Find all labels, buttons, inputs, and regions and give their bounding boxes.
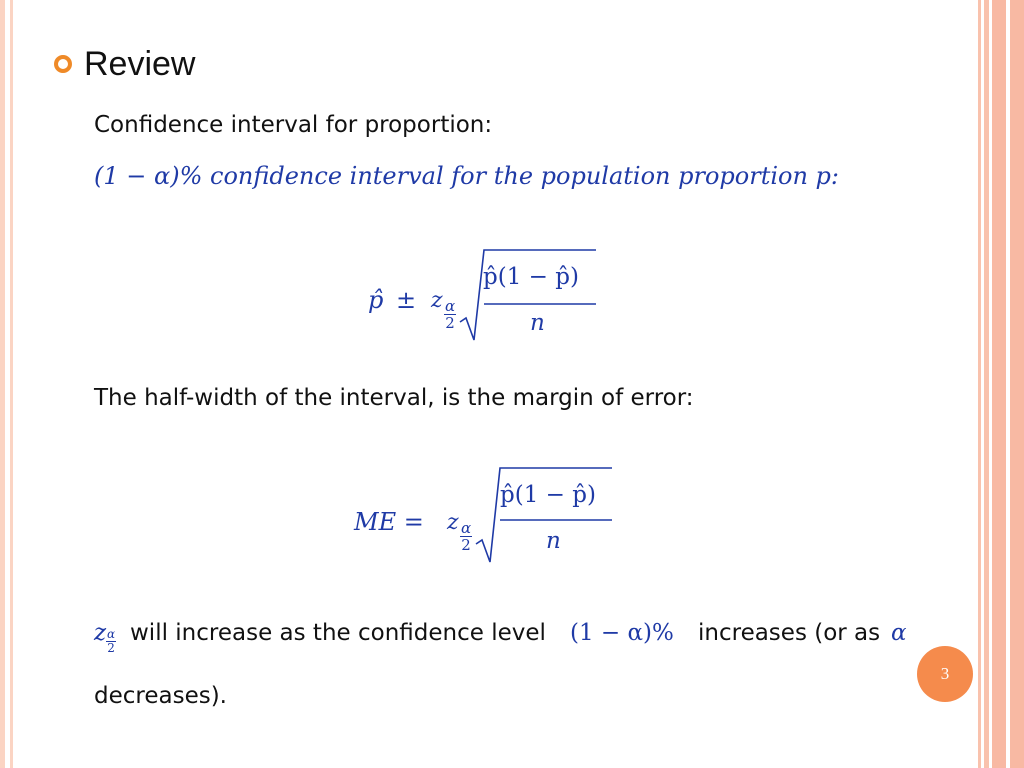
closing-part2: increases (or as	[698, 620, 881, 646]
two-denominator: 2	[461, 536, 471, 554]
slide-title: Review	[84, 44, 196, 83]
two-denominator: 2	[107, 641, 115, 655]
title-row	[54, 44, 195, 84]
right-border-stripe	[984, 0, 989, 768]
denominator: n	[546, 528, 561, 554]
ci-statement-text: (1 − α)% confidence interval for the population proportion p:	[94, 162, 839, 190]
right-border-stripe	[1010, 0, 1024, 768]
left-border-stripe-thin	[10, 0, 13, 768]
alpha-over-two	[444, 298, 456, 331]
page-number-badge: 3	[917, 646, 973, 702]
alpha-over-two	[460, 520, 472, 553]
alpha-symbol: α	[891, 620, 907, 646]
z-symbol: z	[94, 620, 107, 646]
two-denominator: 2	[445, 314, 455, 332]
right-border-stripe	[992, 0, 1006, 768]
me-lhs: ME =	[354, 508, 424, 536]
confidence-level: (1 − α)%	[570, 620, 674, 646]
me-formula	[354, 464, 614, 564]
ci-formula	[368, 244, 608, 344]
z-symbol: z	[431, 288, 443, 313]
halfwidth-text: The half-width of the interval, is the margin of error:	[94, 385, 694, 411]
sqrt-sign	[474, 464, 614, 566]
denominator: n	[530, 310, 545, 336]
closing-line-2: decreases).	[94, 683, 227, 709]
alpha-numerator: α	[107, 627, 116, 641]
right-border-stripe	[978, 0, 981, 768]
z-symbol: z	[447, 510, 459, 535]
numerator: p̂(1 − p̂)	[500, 482, 596, 508]
subtitle-text: Confidence interval for proportion:	[94, 112, 493, 138]
alpha-numerator: α	[461, 519, 472, 537]
closing-part1: will increase as the confidence level	[130, 620, 546, 646]
ci-statement	[94, 162, 839, 190]
circle-bullet-icon	[54, 55, 72, 73]
p-hat-symbol: p̂	[368, 286, 384, 314]
plus-minus-symbol: ±	[396, 286, 417, 314]
numerator: p̂(1 − p̂)	[483, 264, 579, 290]
closing-line-1	[94, 618, 924, 658]
alpha-over-two	[106, 628, 116, 655]
alpha-numerator: α	[445, 297, 456, 315]
sqrt-sign	[458, 244, 598, 344]
left-border-stripe	[0, 0, 5, 768]
